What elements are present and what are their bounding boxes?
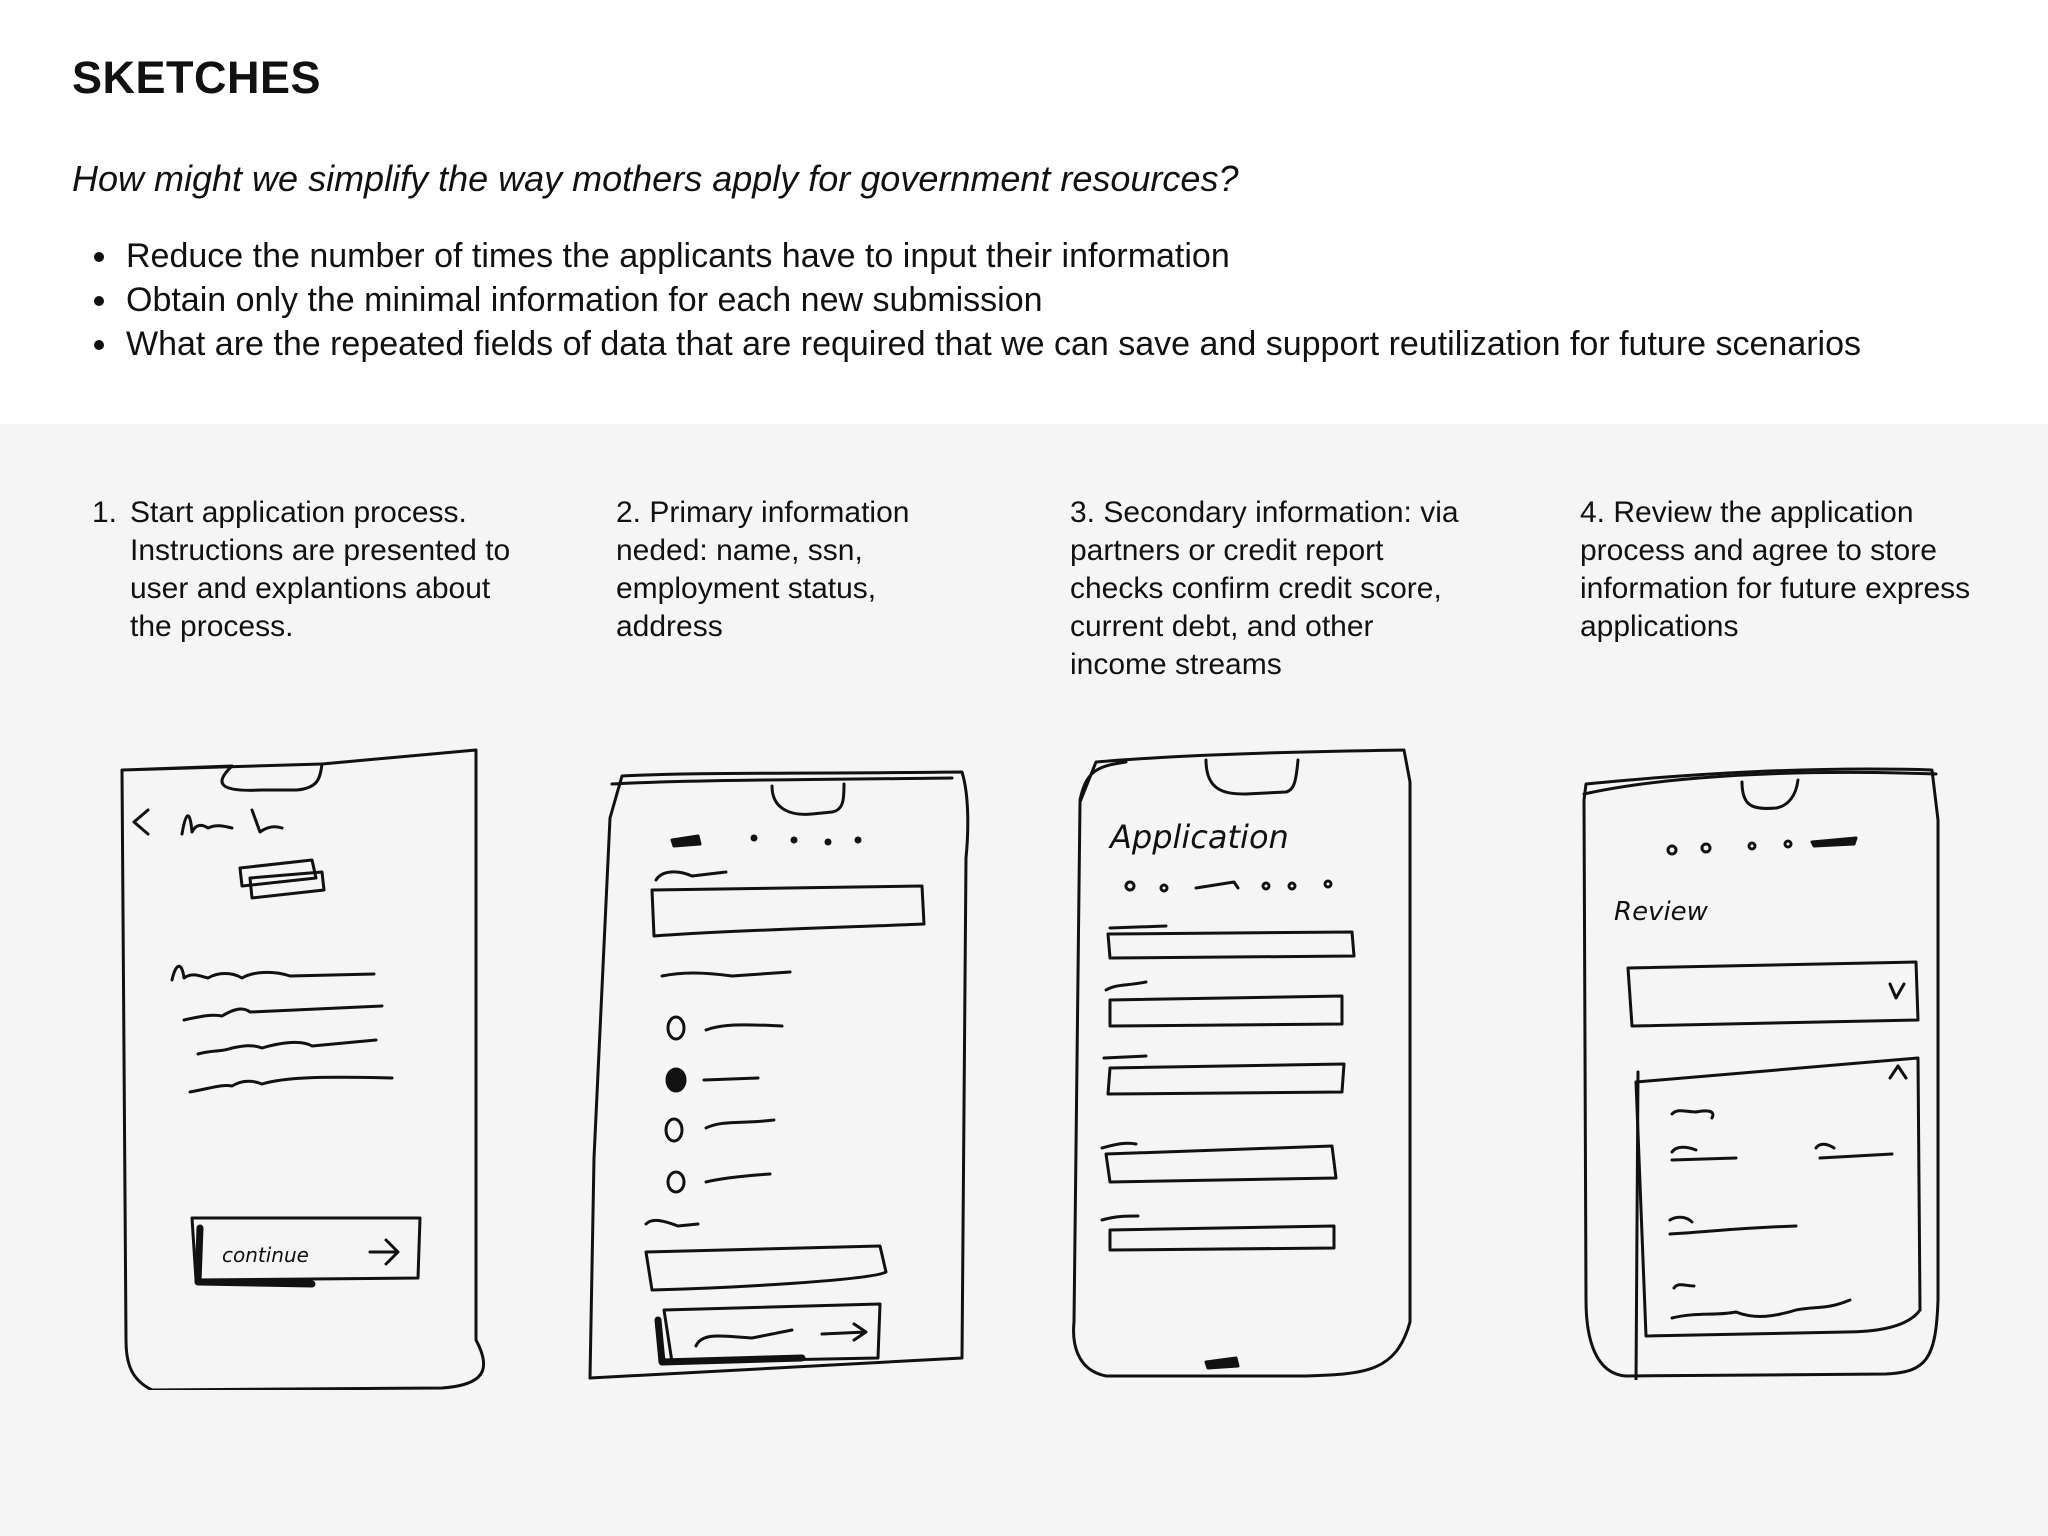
sketch-phone-4 [1566, 740, 1956, 1380]
chevron-down-icon [1890, 984, 1904, 998]
goal-item: What are the repeated fields of data that are required that we can save and support reutilization for future scenarios [88, 322, 1861, 366]
goal-list [88, 234, 1861, 366]
arrow-right-icon [370, 1240, 398, 1264]
design-question: How might we simplify the way mothers apply for government resources? [72, 158, 1239, 199]
step-text: Review the application process and agree to store information for future express applications [1580, 496, 1971, 643]
continue-label: continue [222, 1243, 309, 1267]
goal-item: Reduce the number of times the applicants have to input their information [88, 234, 1861, 278]
arrow-right-icon [822, 1324, 866, 1340]
step-number: 4. [1580, 496, 1606, 529]
step-2-caption [616, 494, 976, 646]
sketch-phone-3 [1066, 742, 1426, 1382]
step-1-caption [92, 494, 512, 646]
review-heading: Review [1614, 897, 1708, 927]
step-number: 1. [92, 496, 118, 529]
header-section [0, 0, 2048, 424]
continue-button-sketch [192, 1218, 420, 1284]
step-text: Primary information neded: name, ssn, employment status, address [616, 496, 910, 643]
step-3-caption [1070, 494, 1470, 684]
back-chevron-icon [134, 810, 148, 834]
step-text: Secondary information: via partners or credit report checks confirm credit score, current debt, and other income streams [1070, 496, 1459, 681]
step-text: Start application process. Instructions are presented to user and explantions about the process. [130, 496, 511, 643]
sketch-phone-2 [582, 758, 972, 1398]
step-4-caption [1580, 494, 2000, 646]
step-number: 2. [616, 496, 642, 529]
sketch-phone-1 [112, 740, 502, 1390]
chevron-up-icon [1890, 1066, 1906, 1078]
goal-item: Obtain only the minimal information for each new submission [88, 278, 1861, 322]
application-heading: Application [1110, 818, 1289, 856]
page-title: SKETCHES [72, 52, 322, 103]
step-number: 3. [1070, 496, 1096, 529]
